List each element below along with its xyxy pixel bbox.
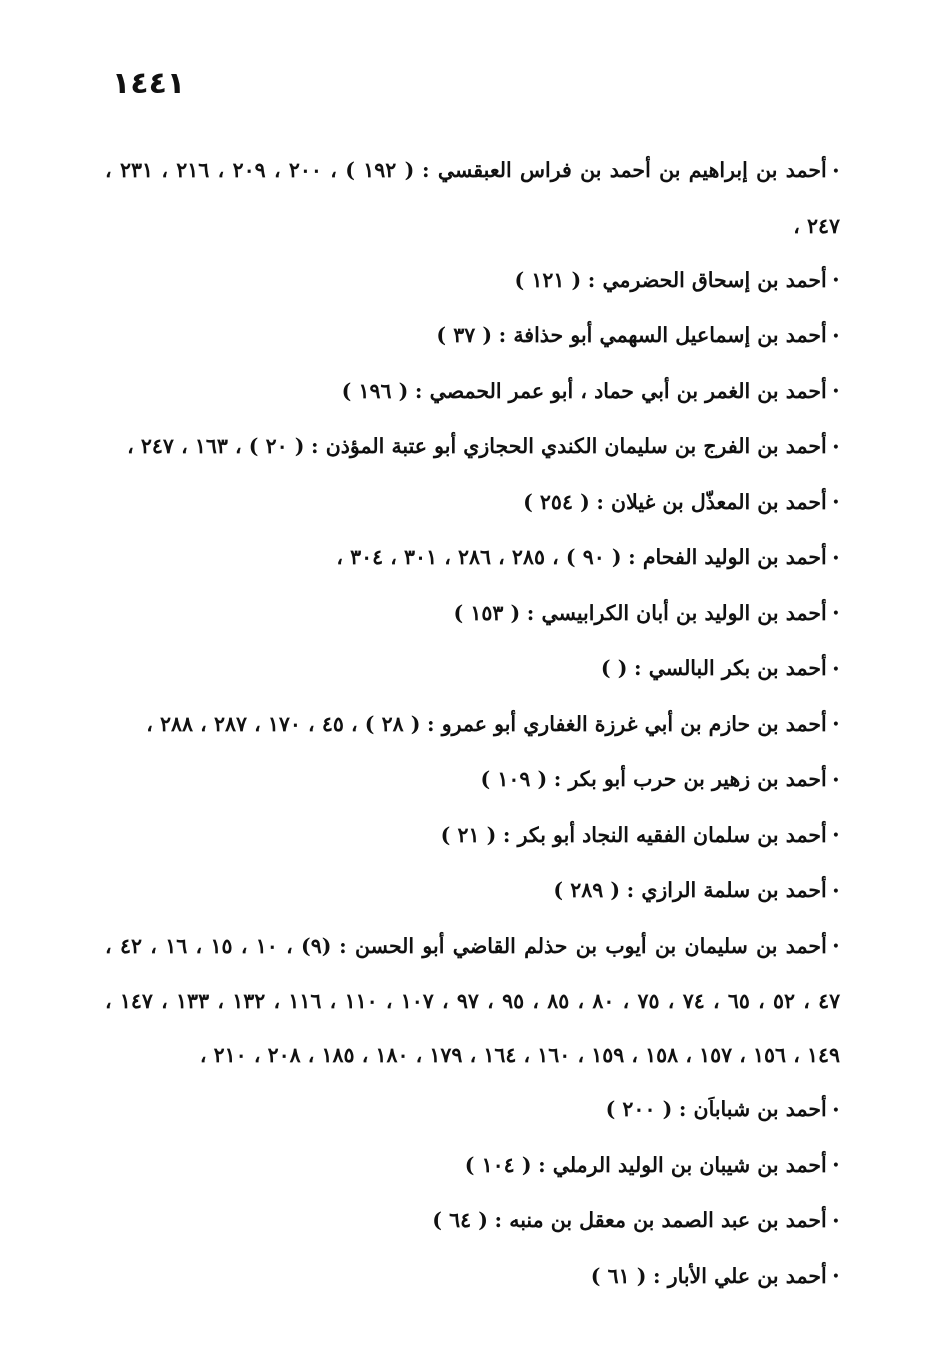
bullet: • — [831, 273, 840, 289]
entry-refs: ( ٢٨ ) ، ٤٥ ، ١٧٠ ، ٢٨٧ ، ٢٨٨ ، — [146, 711, 421, 736]
index-entry — [105, 863, 840, 919]
entry-refs: ( ٣٧ ) — [436, 323, 493, 347]
bullet: • — [831, 661, 840, 678]
entry-refs: (٩) ، ١٠ ، ١٥ ، ١٦ ، ٤٢ ، ٤٧ ، ٥٢ ، ٦٥ ، ٧٤ ، ٧٥ ، ٨٠ ، ٨٥ ، ٩٥ ، ٩٧ ، ١٠٧ ، ١١٠ ، ١١٦ ، ١٣٢ ، ١٣٣ ، ١٤٧ ، ١٤٩ ، ١٥٦ ، ١٥٧ ، ١٥٨ ، ١٥٩ ، ١٦٠ ، ١٦٤ ، ١٧٩ ، ١٨٠ ، ١٨٥ ، ٢٠٨ ، ٢١٠ ، — [105, 933, 841, 1067]
bullet: • — [831, 495, 840, 511]
bullet: • — [831, 1213, 840, 1230]
entry-name: أحمد بن زهير بن حرب أبو بكر : — [553, 767, 827, 791]
index-entry — [105, 1138, 840, 1194]
entry-name: أحمد بن حازم بن أبي غرزة الغفاري أبو عمرو : — [426, 711, 827, 736]
index-entry — [105, 475, 840, 531]
entry-refs: ( ٢٠٠ ) — [605, 1097, 673, 1121]
entry-refs: ( ١٥٣ ) — [453, 600, 521, 625]
bullet: • — [831, 717, 840, 733]
entry-refs: ( ٢٠ ) ، ١٦٣ ، ٢٤٧ ، — [127, 434, 305, 458]
entry-refs: ( ٢٥٤ ) — [523, 489, 590, 514]
entry-refs: ( ١٠٩ ) — [480, 767, 548, 791]
entry-name: أحمد بن إسماعيل السهمي أبو حذافة : — [498, 323, 827, 347]
entry-name: أحمد بن الوليد بن أبان الكرابيسي : — [526, 600, 827, 625]
index-entry — [105, 919, 840, 1083]
entry-refs: ( ١٩٢ ) ، ٢٠٠ ، ٢٠٩ ، ٢١٦ ، ٢٣١ ، ٢٤٧ ، — [105, 158, 840, 238]
entry-refs: ( ٢١ ) — [440, 822, 497, 847]
entry-name: أحمد بن سليمان بن أيوب بن حذلم القاضي أبو الحسن : — [339, 933, 827, 958]
bullet: • — [831, 772, 840, 789]
entry-name: أحمد بن المعذّل بن غيلان : — [596, 489, 827, 514]
bullet: • — [831, 606, 840, 622]
entry-refs: ( ٩٠ ) ، ٢٨٥ ، ٢٨٦ ، ٣٠١ ، ٣٠٤ ، — [336, 545, 622, 569]
bullet: • — [831, 939, 841, 955]
entry-refs: ( ١٠٤ ) — [464, 1152, 532, 1177]
entry-name: أحمد بن سلمة الرازي : — [626, 878, 827, 902]
entry-refs: ( ١٢١ ) — [514, 267, 582, 292]
index-entry — [105, 530, 840, 586]
entry-name: أحمد بن الغمر بن أبي حماد ، أبو عمر الحمصي : — [414, 378, 827, 403]
entry-refs: ( ٢٨٩ ) — [553, 878, 621, 902]
entry-name: أحمد بن سلمان الفقيه النجاد أبو بكر : — [502, 822, 827, 847]
bullet: • — [831, 439, 840, 456]
index-entry — [105, 697, 840, 753]
entry-refs: ( ٦٤ ) — [432, 1208, 488, 1232]
entry-name: أحمد بن إبراهيم بن أحمد بن فراس العبقسي : — [422, 158, 827, 182]
entry-name: أحمد بن الفرج بن سليمان الكندي الحجازي أبو عتبة المؤذن : — [311, 434, 827, 458]
bullet: • — [831, 1158, 840, 1174]
entry-refs: ( ٦١ ) — [590, 1263, 647, 1288]
index-entry — [105, 752, 840, 808]
entry-refs: ( ) — [600, 656, 628, 680]
index-entry — [105, 586, 840, 642]
index-entry — [105, 143, 840, 253]
entry-name: أحمد بن علي الأبار : — [652, 1263, 827, 1288]
index-entry — [105, 1249, 840, 1305]
bullet: • — [831, 828, 840, 844]
index-entry — [105, 364, 840, 420]
bullet: • — [831, 550, 840, 567]
entry-name: أحمد بن الوليد الفحام : — [628, 545, 827, 569]
index-entry — [105, 1193, 840, 1249]
index-entry — [105, 419, 840, 475]
bullet: • — [831, 1102, 840, 1119]
index-entry — [105, 253, 840, 309]
entry-name: أحمد بن عبد الصمد بن معقل بن منبه : — [494, 1208, 827, 1232]
page-number: ١٤٤١ — [112, 66, 186, 101]
index-entries — [105, 143, 840, 1304]
index-entry — [105, 641, 840, 697]
bullet: • — [831, 1269, 840, 1285]
entry-name: أحمد بن بكر البالسي : — [633, 656, 827, 680]
bullet: • — [831, 384, 840, 400]
bullet: • — [831, 328, 840, 345]
entry-name: أحمد بن شباباَن : — [678, 1097, 827, 1121]
bullet: • — [831, 883, 840, 900]
index-entry — [105, 308, 840, 364]
bullet: • — [831, 163, 840, 180]
entry-name: أحمد بن شيبان بن الوليد الرملي : — [538, 1152, 827, 1177]
index-entry — [105, 1082, 840, 1138]
entry-name: أحمد بن إسحاق الحضرمي : — [587, 267, 827, 292]
index-entry — [105, 808, 840, 864]
entry-refs: ( ١٩٦ ) — [341, 378, 409, 403]
